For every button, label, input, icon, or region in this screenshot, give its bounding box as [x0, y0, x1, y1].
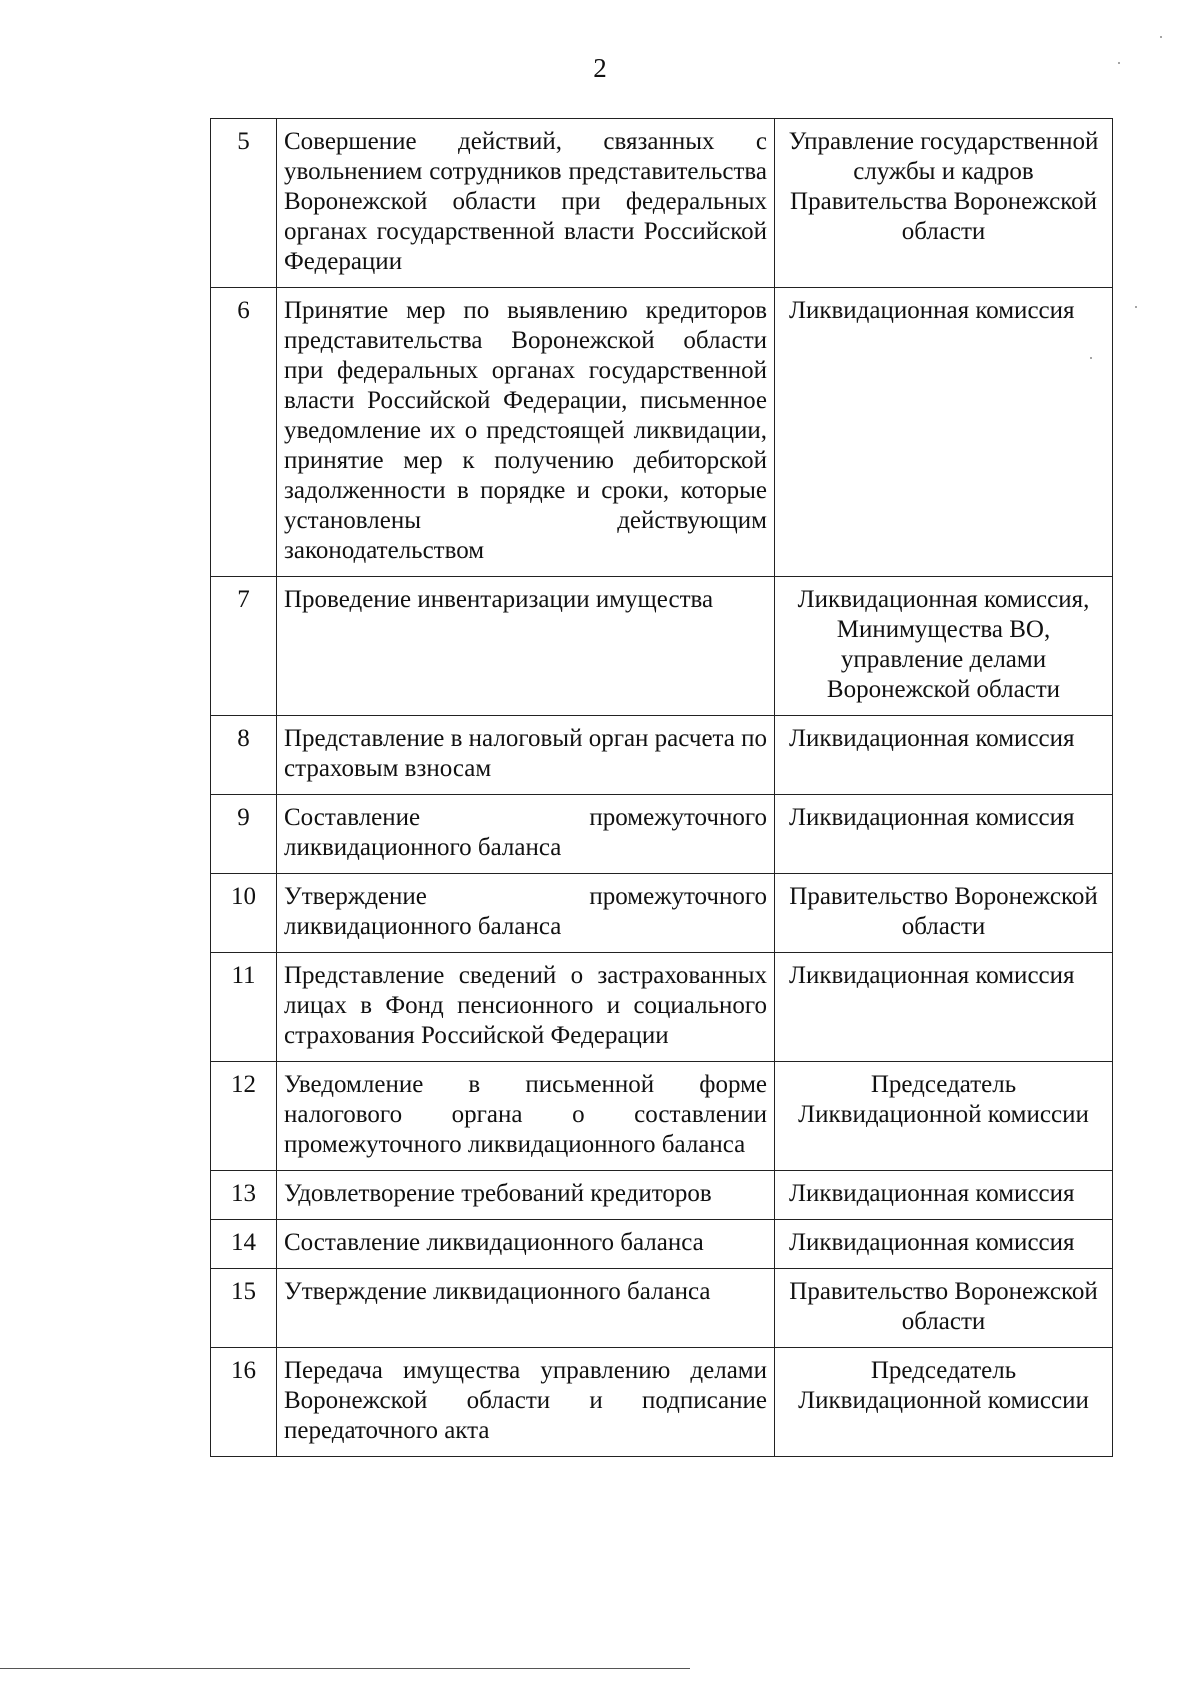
table-row — [211, 577, 1113, 716]
scan-speck — [1135, 306, 1137, 308]
row-number: 7 — [211, 577, 277, 716]
table-body — [211, 119, 1113, 1457]
action-description: Уведомление в письменной форме налогового органа о составлении промежуточного ликвидационного баланса — [277, 1062, 775, 1171]
responsible-party: Председатель Ликвидационной комиссии — [775, 1062, 1113, 1171]
table-row — [211, 1348, 1113, 1457]
liquidation-plan-table — [210, 118, 1113, 1457]
table-row — [211, 795, 1113, 874]
table-row — [211, 1062, 1113, 1171]
action-description: Представление в налоговый орган расчета по страховым взносам — [277, 716, 775, 795]
scan-speck — [1118, 62, 1120, 64]
row-number: 12 — [211, 1062, 277, 1171]
action-description: Проведение инвентаризации имущества — [277, 577, 775, 716]
row-number: 9 — [211, 795, 277, 874]
row-number: 10 — [211, 874, 277, 953]
action-description: Передача имущества управлению делами Воронежской области и подписание передаточного акта — [277, 1348, 775, 1457]
table-row — [211, 1269, 1113, 1348]
responsible-party: Ликвидационная комиссия — [775, 1220, 1113, 1269]
responsible-party: Управление государственной службы и кадров Правительства Воронежской области — [775, 119, 1113, 288]
action-description: Удовлетворение требований кредиторов — [277, 1171, 775, 1220]
row-number: 6 — [211, 288, 277, 577]
table-row — [211, 1171, 1113, 1220]
responsible-party: Ликвидационная комиссия — [775, 1171, 1113, 1220]
responsible-party: Ликвидационная комиссия — [775, 953, 1113, 1062]
responsible-party: Правительство Воронежской области — [775, 1269, 1113, 1348]
page-number: 2 — [593, 53, 607, 83]
row-number: 14 — [211, 1220, 277, 1269]
row-number: 8 — [211, 716, 277, 795]
action-description: Составление ликвидационного баланса — [277, 1220, 775, 1269]
table-row — [211, 288, 1113, 577]
row-number: 16 — [211, 1348, 277, 1457]
action-description: Совершение действий, связанных с увольнением сотрудников представительства Воронежской области при федеральных органах государственной власти Российской Федерации — [277, 119, 775, 288]
row-number: 15 — [211, 1269, 277, 1348]
action-description: Представление сведений о застрахованных лицах в Фонд пенсионного и социального страхования Российской Федерации — [277, 953, 775, 1062]
responsible-party: Ликвидационная комиссия — [775, 716, 1113, 795]
table-row — [211, 874, 1113, 953]
action-description: Утверждение промежуточного ликвидационного баланса — [277, 874, 775, 953]
action-description: Утверждение ликвидационного баланса — [277, 1269, 775, 1348]
scan-speck — [1160, 36, 1162, 38]
responsible-party: Ликвидационная комиссия — [775, 288, 1113, 577]
responsible-party: Ликвидационная комиссия, Минимущества ВО, управление делами Воронежской области — [775, 577, 1113, 716]
row-number: 5 — [211, 119, 277, 288]
responsible-party: Правительство Воронежской области — [775, 874, 1113, 953]
table-row — [211, 716, 1113, 795]
scan-edge-line — [0, 1668, 690, 1669]
table-row — [211, 1220, 1113, 1269]
table-row — [211, 119, 1113, 288]
responsible-party: Председатель Ликвидационной комиссии — [775, 1348, 1113, 1457]
scan-speck — [1090, 357, 1092, 359]
row-number: 11 — [211, 953, 277, 1062]
row-number: 13 — [211, 1171, 277, 1220]
action-description: Составление промежуточного ликвидационного баланса — [277, 795, 775, 874]
responsible-party: Ликвидационная комиссия — [775, 795, 1113, 874]
table-row — [211, 953, 1113, 1062]
action-description: Принятие мер по выявлению кредиторов представительства Воронежской области при федеральных органах государственной власти Российской Федерации, письменное уведомление их о предстоящей ликвидации, принятие мер к получению дебиторской задолженности в порядке и сроки, которые установлены действующим законодательством — [277, 288, 775, 577]
